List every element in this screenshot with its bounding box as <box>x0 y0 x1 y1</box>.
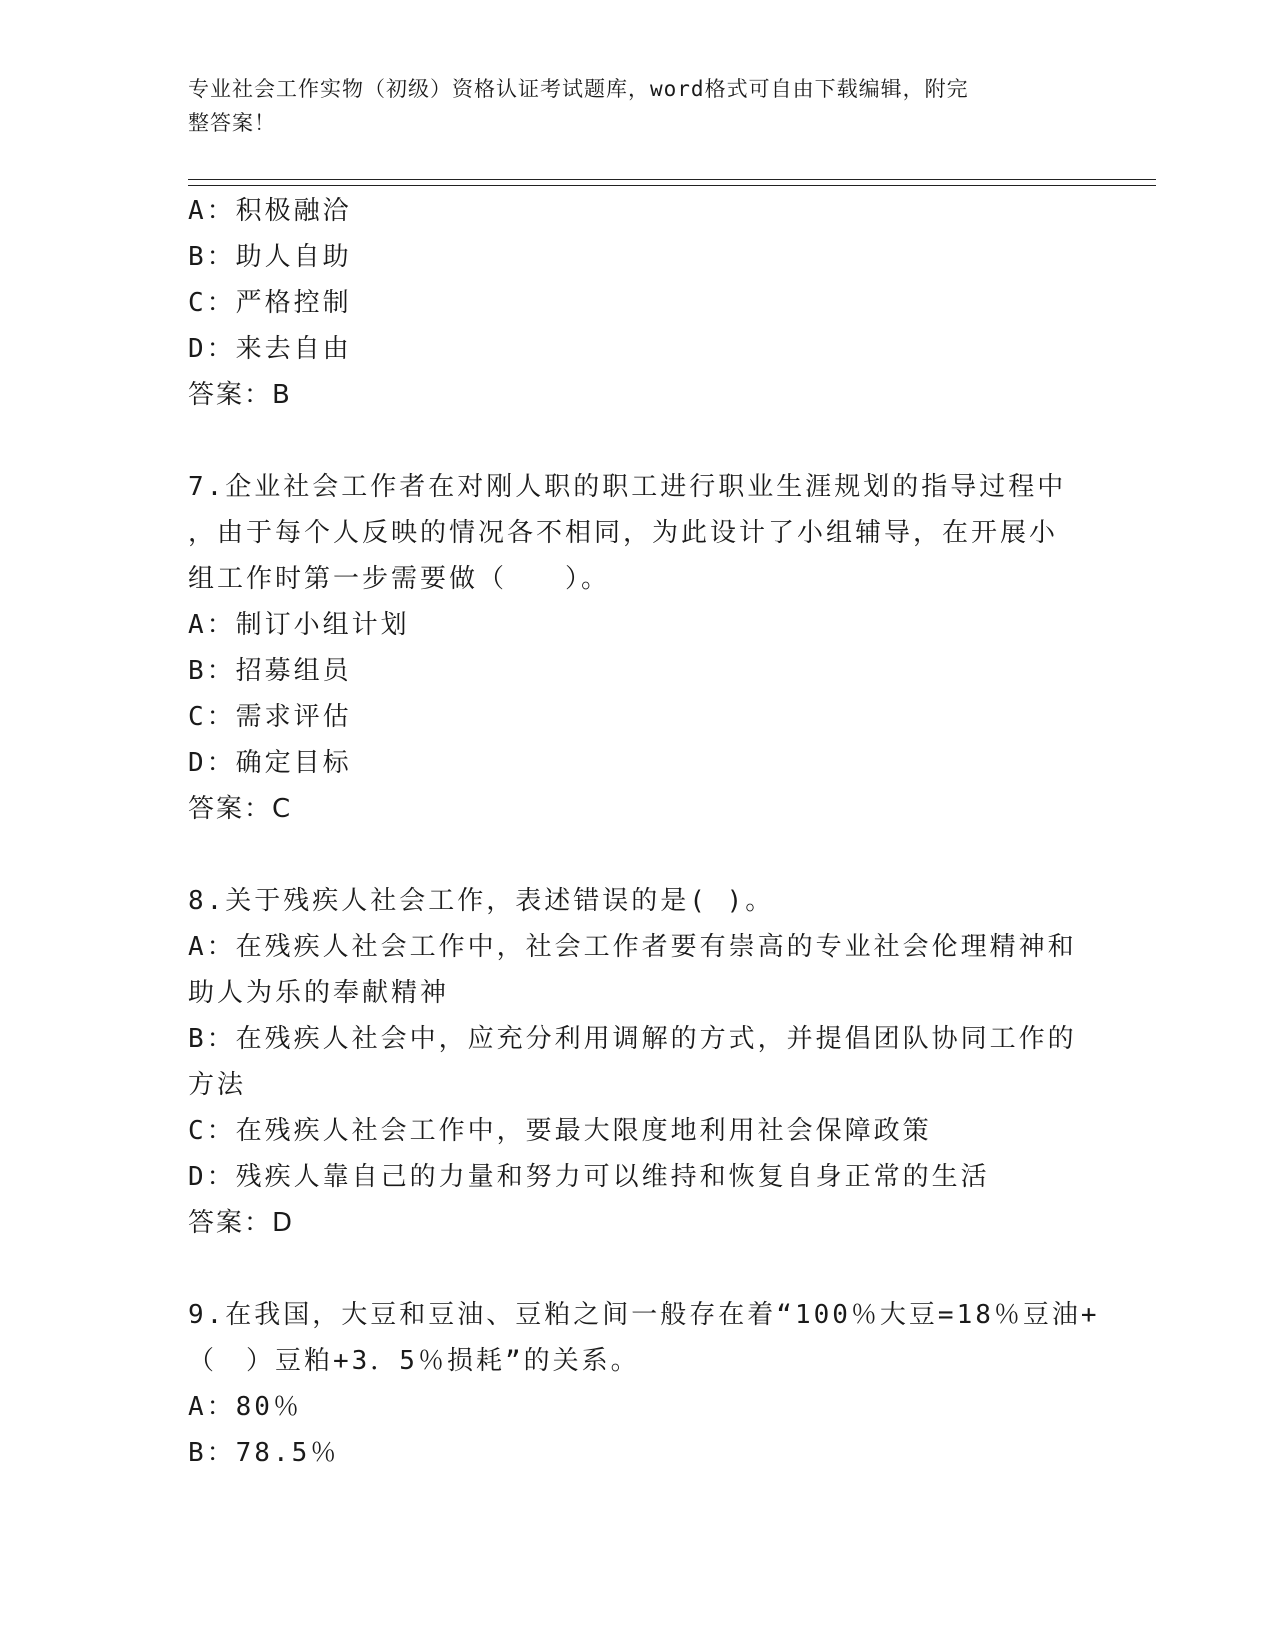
question-stem-line: 9.在我国，大豆和豆油、豆粕之间一般存在着“100％大豆=18％豆油+ <box>188 1300 1100 1330</box>
answer-line: 答案：C <box>188 794 293 824</box>
option-a: A：80％ <box>188 1392 302 1422</box>
option-d: D：确定目标 <box>188 748 352 778</box>
option-b: B：在残疾人社会中，应充分利用调解的方式，并提倡团队协同工作的 <box>188 1024 1077 1054</box>
answer-line: 答案：D <box>188 1208 295 1238</box>
option-a: A：积极融洽 <box>188 196 352 226</box>
answer-line: 答案：B <box>188 380 292 410</box>
option-d: D：残疾人靠自己的力量和努力可以维持和恢复自身正常的生活 <box>188 1162 990 1192</box>
document-header <box>188 72 1068 140</box>
option-c: C：严格控制 <box>188 288 352 318</box>
option-a-continuation: 助人为乐的奉献精神 <box>188 978 450 1008</box>
option-b: B：招募组员 <box>188 656 352 686</box>
header-line-1: 专业社会工作实物（初级）资格认证考试题库，word格式可自由下载编辑，附完 <box>188 77 969 101</box>
header-line-2: 整答案！ <box>188 111 276 135</box>
question-8-block <box>188 878 1088 1246</box>
option-a: A：制订小组计划 <box>188 610 410 640</box>
option-c: C：需求评估 <box>188 702 352 732</box>
option-b: B：78.5％ <box>188 1438 340 1468</box>
question-7-block <box>188 464 1088 832</box>
question-stem-line: 7.企业社会工作者在对刚人职的职工进行职业生涯规划的指导过程中 <box>188 472 1067 502</box>
option-b: B：助人自助 <box>188 242 352 272</box>
header-rule-top <box>188 179 1156 180</box>
question-stem-line: 组工作时第一步需要做（ ）。 <box>188 564 611 594</box>
option-a: A：在残疾人社会工作中，社会工作者要有崇高的专业社会伦理精神和 <box>188 932 1077 962</box>
question-stem-line: ，由于每个人反映的情况各不相同，为此设计了小组辅导，在开展小 <box>188 518 1059 548</box>
option-c: C：在残疾人社会工作中，要最大限度地利用社会保障政策 <box>188 1116 932 1146</box>
option-d: D：来去自由 <box>188 334 352 364</box>
question-stem-line: 8.关于残疾人社会工作，表述错误的是( )。 <box>188 886 775 916</box>
option-b-continuation: 方法 <box>188 1070 247 1100</box>
header-rule-bottom <box>188 185 1156 186</box>
question-stem-line: （ ）豆粕+3．5％损耗”的关系。 <box>188 1346 640 1376</box>
question-9-block <box>188 1292 1100 1476</box>
question-6-block <box>188 188 1088 418</box>
question-list <box>188 188 1100 1476</box>
